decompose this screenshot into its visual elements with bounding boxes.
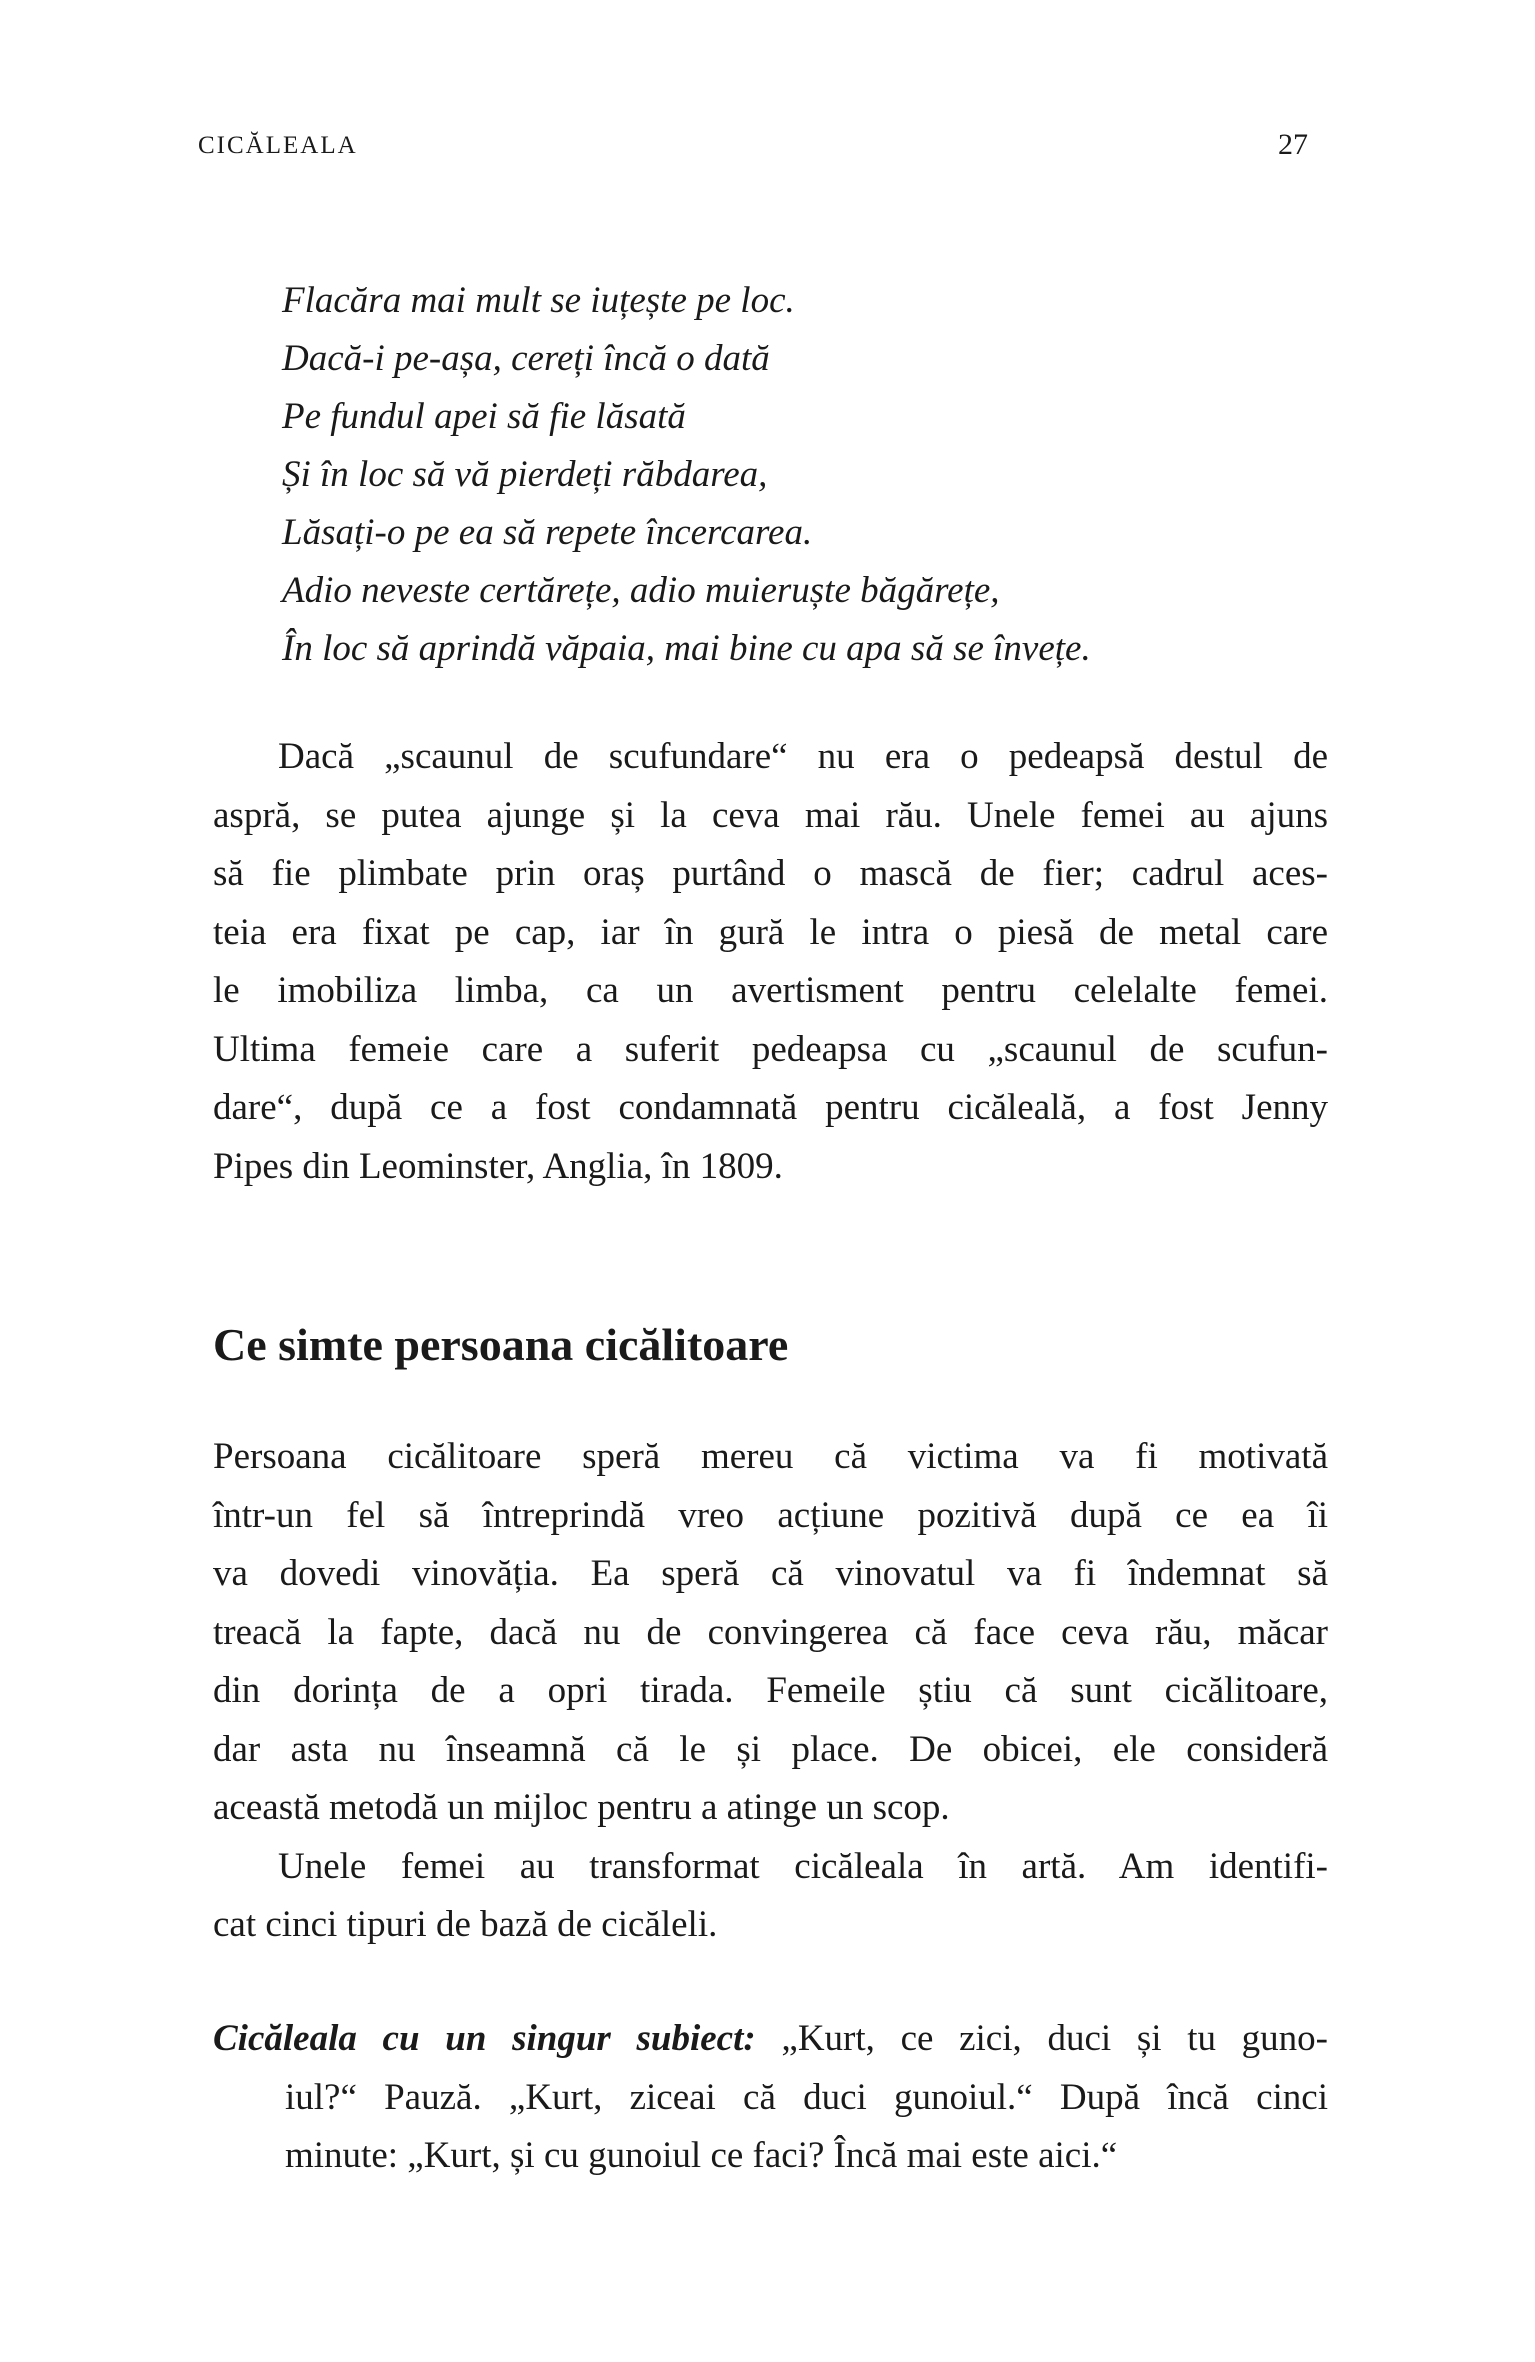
text-line: Pipes din Leominster, Anglia, în 1809. (213, 1145, 783, 1187)
text-line: această metodă un mijloc pentru a atinge un scop. (213, 1787, 950, 1828)
verse-line: În loc să aprindă văpaia, mai bine cu apa să se învețe. (282, 628, 1091, 669)
text-line: din dorința de a opri tirada. Femeile știu că sunt cicălitoare, (213, 1670, 1328, 1711)
verse-line: Flacăra mai mult se iuțește pe loc. (282, 280, 795, 321)
text-line: teia era fixat pe cap, iar în gură le intra o piesă de metal care (213, 911, 1328, 953)
poem-verse (282, 272, 1091, 678)
nagging-type-item (213, 2010, 1328, 2186)
item-term: Cicăleala cu un singur subiect: (213, 2018, 756, 2059)
verse-line: Lăsați-o pe ea să repete încercarea. (282, 512, 813, 553)
paragraph-1 (213, 728, 1328, 1196)
verse-line: Adio neveste certărețe, adio muieruște băgărețe, (282, 570, 1000, 611)
text-line: treacă la fapte, dacă nu de convingerea că face ceva rău, măcar (213, 1611, 1328, 1653)
text-line: Dacă „scaunul de scufundare“ nu era o pedeapsă destul de (278, 736, 1328, 777)
verse-line: Și în loc să vă pierdeți răbdarea, (282, 454, 768, 495)
text-line: minute: „Kurt, și cu gunoiul ce faci? Încă mai este aici.“ (285, 2135, 1118, 2176)
text-line (213, 2010, 1328, 2069)
text-line: să fie plimbate prin oraș purtând o mască de fier; cadrul aces- (213, 853, 1328, 894)
paragraph-2 (213, 1428, 1328, 1955)
text-line: cat cinci tipuri de bază de cicăleli. (213, 1904, 718, 1945)
text-line: Unele femei au transformat cicăleala în artă. Am identifi- (278, 1845, 1328, 1887)
text-line: iul?“ Pauză. „Kurt, ziceai că duci gunoiul.“ După încă cinci (285, 2076, 1328, 2118)
text-line: le imobiliza limba, ca un avertisment pentru celelalte femei. (213, 970, 1328, 1011)
text-line: dar asta nu înseamnă că le și place. De obicei, ele consideră (213, 1728, 1328, 1770)
section-heading: Ce simte persoana cicălitoare (213, 1319, 789, 1370)
verse-line: Pe fundul apei să fie lăsată (282, 396, 686, 437)
text-line: aspră, se putea ajunge și la ceva mai rău. Unele femei au ajuns (213, 794, 1328, 836)
verse-line: Dacă-i pe-așa, cereți încă o dată (282, 338, 770, 379)
text-line: Ultima femeie care a suferit pedeapsa cu „scaunul de scufun- (213, 1028, 1328, 1070)
text-line: dare“, după ce a fost condamnată pentru cicăleală, a fost Jenny (213, 1087, 1328, 1128)
text-line: va dovedi vinovăția. Ea speră că vinovatul va fi îndemnat să (213, 1553, 1328, 1594)
item-text: „Kurt, ce zici, duci și tu guno- (781, 2018, 1328, 2059)
running-title: CICĂLEALA (198, 132, 358, 159)
page-number: 27 (1278, 128, 1308, 161)
text-line: Persoana cicălitoare speră mereu că victima va fi motivată (213, 1436, 1328, 1477)
text-line: într-un fel să întreprindă vreo acțiune pozitivă după ce ea îi (213, 1494, 1328, 1536)
